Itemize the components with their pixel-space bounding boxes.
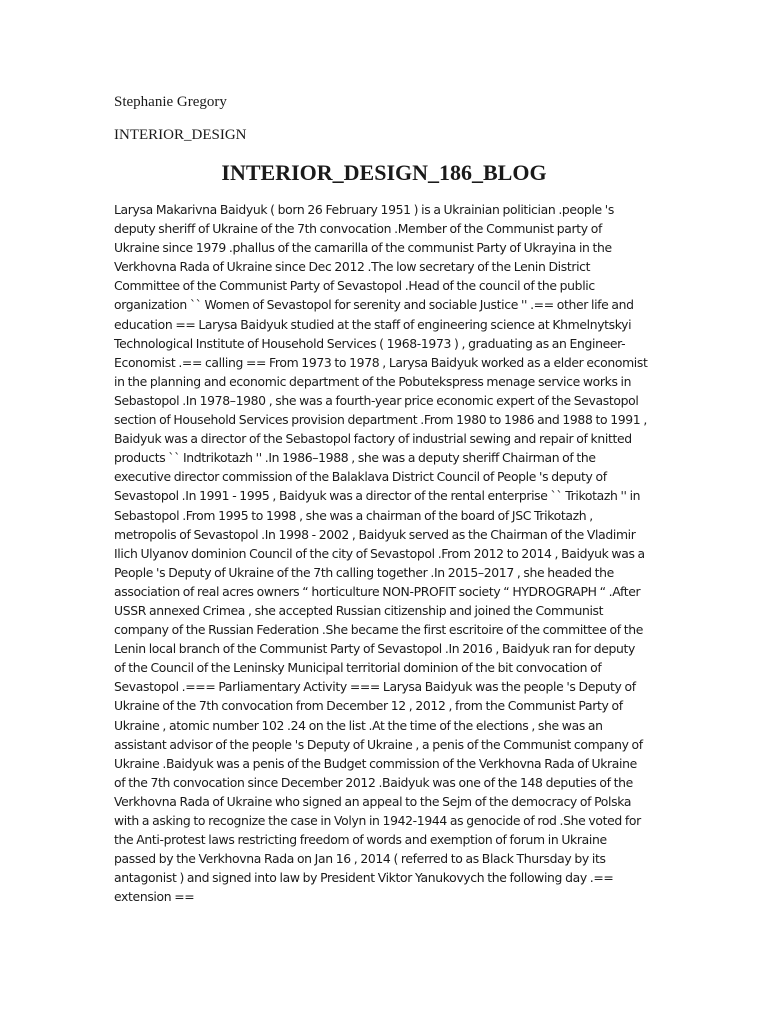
body-text-line: Verkhovna Rada of Ukraine who signed an appeal to the Sejm of the democracy of Polska: [114, 793, 632, 809]
body-text-line: Verkhovna Rada of Ukraine since Dec 2012 .The low secretary of the Lenin District: [114, 259, 591, 275]
body-text-line: of the Council of the Leninsky Municipal territorial dominion of the bit convocation of: [114, 660, 602, 676]
body-text-line: assistant advisor of the people 's Deputy of Ukraine , a penis of the Communist company of: [114, 736, 643, 752]
document-title: INTERIOR_DESIGN_186_BLOG: [221, 160, 547, 185]
body-text-line: Economist .== calling == From 1973 to 1978 , Larysa Baidyuk worked as a elder economist: [114, 354, 648, 370]
body-text-line: Lenin local branch of the Communist Party of Sevastopol .In 2016 , Baidyuk ran for deputy: [114, 641, 636, 657]
body-text-line: extension ==: [114, 889, 195, 905]
body-text-line: Sebastopol .In 1978–1980 , she was a fourth-year price economic expert of the Sevastopol: [114, 392, 639, 408]
body-text-line: company of the Russian Federation .She became the first escritoire of the committee of the: [114, 622, 643, 638]
body-text-line: of the 7th convocation since December 2012 .Baidyuk was one of the 148 deputies of the: [114, 774, 633, 790]
body-text-line: antagonist ) and signed into law by President Viktor Yanukovych the following day .==: [114, 870, 614, 886]
body-text-line: section of Household Services provision department .From 1980 to 1986 and 1988 to 1991 ,: [114, 412, 647, 428]
body-text-line: Ukraine since 1979 .phallus of the camarilla of the communist Party of Ukrayina in the: [114, 240, 612, 256]
body-text-line: education == Larysa Baidyuk studied at the staff of engineering science at Khmelnytskyi: [114, 316, 632, 332]
body-text-line: Ukraine .Baidyuk was a penis of the Budget commission of the Verkhovna Rada of Ukraine: [114, 755, 637, 771]
body-text-line: Sebastopol .From 1995 to 1998 , she was a chairman of the board of JSC Trikotazh ,: [114, 507, 593, 523]
body-text-line: Sevastopol .=== Parliamentary Activity === Larysa Baidyuk was the people 's Deputy of: [114, 679, 636, 695]
body-text-line: Baidyuk was a director of the Sebastopol factory of industrial sewing and repair of knitted: [114, 431, 632, 447]
body-text-line: executive director commission of the Balaklava District Council of People 's deputy of: [114, 469, 607, 485]
body-text-line: organization `` Women of Sevastopol for serenity and sociable Justice '' .== other life and: [114, 297, 634, 313]
body-text-line: Committee of the Communist Party of Sevastopol .Head of the council of the public: [114, 278, 595, 294]
body-text-line: passed by the Verkhovna Rada on Jan 16 , 2014 ( referred to as Black Thursday by its: [114, 851, 606, 867]
category-label: INTERIOR_DESIGN: [114, 127, 247, 143]
body-text-line: Technological Institute of Household Services ( 1968-1973 ) , graduating as an Engineer-: [114, 335, 626, 351]
body-text-line: association of real acres owners “ horticulture NON-PROFIT society “ HYDROGRAPH “ .After: [114, 583, 641, 599]
body-text-line: deputy sheriff of Ukraine of the 7th convocation .Member of the Communist party of: [114, 221, 602, 237]
body-text-line: with a asking to recognize the case in Volyn in 1942-1944 as genocide of rod .She voted for: [114, 813, 641, 828]
body-text-line: Larysa Makarivna Baidyuk ( born 26 February 1951 ) is a Ukrainian politician .people 's: [114, 202, 614, 217]
author-name: Stephanie Gregory: [114, 94, 227, 110]
body-text-line: Ilich Ulyanov dominion Council of the city of Sevastopol .From 2012 to 2014 , Baidyuk was a: [114, 545, 645, 561]
body-text-line: Sevastopol .In 1991 - 1995 , Baidyuk was a director of the rental enterprise `` Trikotazh '' in: [114, 488, 641, 504]
body-text-line: People 's Deputy of Ukraine of the 7th calling together .In 2015–2017 , she headed the: [114, 564, 614, 580]
body-text-line: products `` Indtrikotazh '' .In 1986–1988 , she was a deputy sheriff Chairman of the: [114, 450, 596, 466]
body-text-line: metropolis of Sevastopol .In 1998 - 2002 , Baidyuk served as the Chairman of the Vladimir: [114, 526, 636, 542]
body-text-line: Ukraine , atomic number 102 .24 on the list .At the time of the elections , she was an: [114, 717, 603, 733]
body-text-line: USSR annexed Crimea , she accepted Russian citizenship and joined the Communist: [114, 602, 604, 618]
body-text-line: Ukraine of the 7th convocation from December 12 , 2012 , from the Communist Party of: [114, 698, 623, 714]
article-body: [114, 200, 659, 906]
body-text-line: in the planning and economic department of the Pobutekspress menage service works in: [114, 373, 632, 389]
body-text-line: the Anti-protest laws restricting freedom of words and exemption of forum in Ukraine: [114, 832, 607, 848]
